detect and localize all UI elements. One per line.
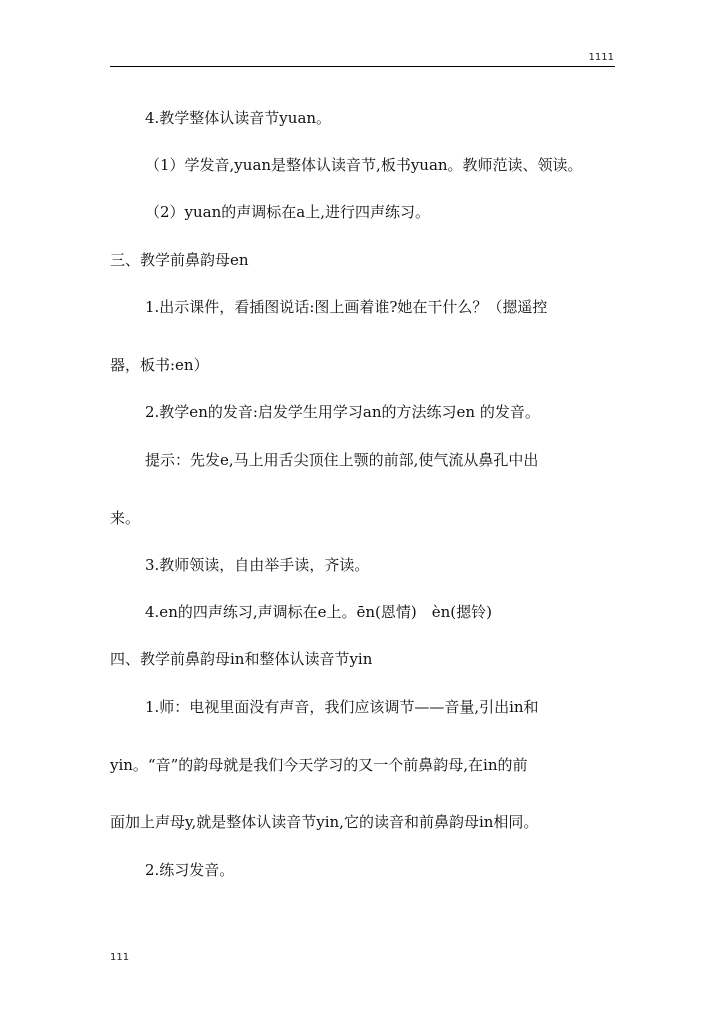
text-line: 2.练习发音。 (145, 861, 235, 879)
text-line: yin。“音”的韵母就是我们今天学习的又一个前鼻韵母,在in的前 (110, 756, 528, 774)
text-line: 器，板书:en） (110, 356, 209, 374)
section-heading: 三、教学前鼻韵母en (110, 251, 249, 269)
text-line: （2）yuan的声调标在a上,进行四声练习。 (145, 203, 430, 221)
text-line: 3.教师领读，自由举手读，齐读。 (145, 556, 370, 574)
text-line: 面加上声母y,就是整体认读音节yin,它的读音和前鼻韵母in相同。 (110, 813, 539, 831)
text-line: 4.教学整体认读音节yuan。 (145, 109, 332, 127)
text-line: 提示：先发e,马上用舌尖顶住上颚的前部,使气流从鼻孔中出 (145, 451, 539, 469)
text-line: 来。 (110, 509, 141, 527)
text-line: 1.出示课件，看插图说话:图上画着谁?她在干什么？（摁遥控 (145, 298, 548, 316)
footer-page-number: 111 (110, 952, 130, 963)
text-line: 1.师：电视里面没有声音，我们应该调节——音量,引出in和 (145, 698, 539, 716)
section-heading: 四、教学前鼻韵母in和整体认读音节yin (110, 650, 373, 668)
text-line: 2.教学en的发音:启发学生用学习an的方法练习en 的发音。 (145, 403, 540, 421)
text-line: （1）学发音,yuan是整体认读音节,板书yuan。教师范读、领读。 (145, 156, 583, 174)
text-line: 4.en的四声练习,声调标在e上。ēn(恩情) èn(摁铃) (145, 603, 492, 621)
header-page-number: 1111 (588, 52, 614, 63)
header-rule (110, 66, 615, 67)
